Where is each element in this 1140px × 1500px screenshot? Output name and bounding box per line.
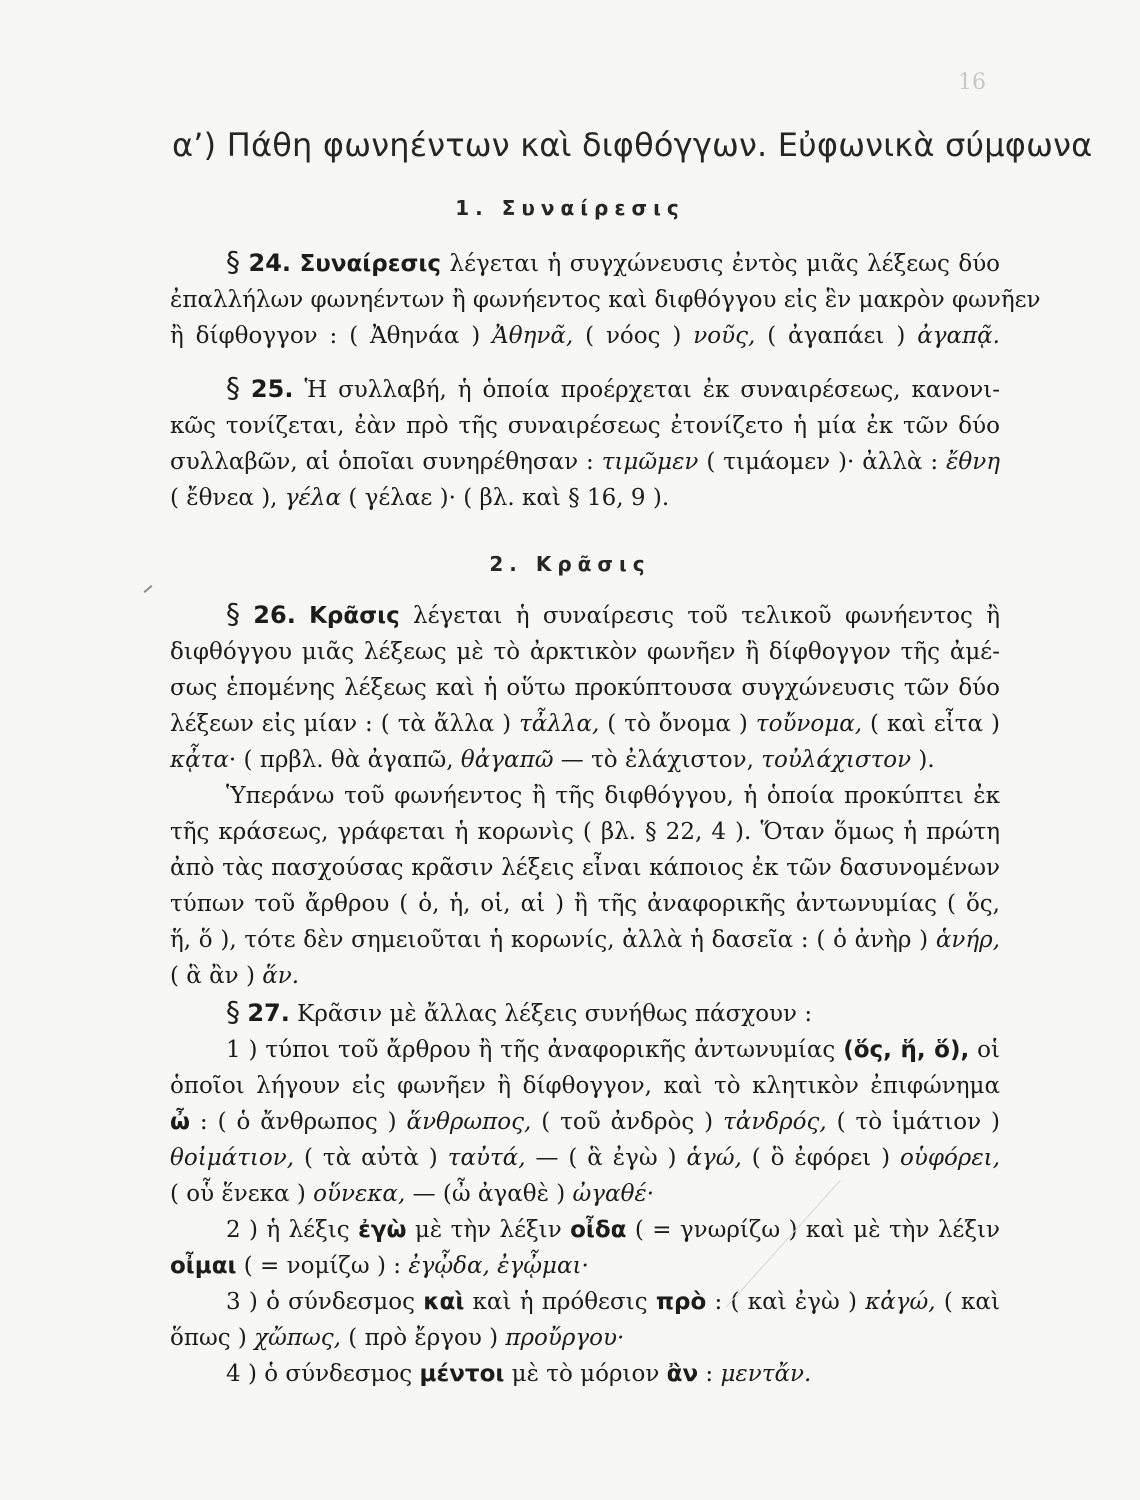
section-sign: § <box>226 371 240 404</box>
text: : ( ὁ ἄνθρωπος ) <box>190 1109 407 1135</box>
section-sign: § <box>226 995 240 1028</box>
text: ). <box>911 747 935 773</box>
text: λέγεται ἡ συναίρεσις τοῦ τελικοῦ φωνήεντος ἢ <box>399 603 1000 629</box>
paragraph-27 <box>170 994 1000 1392</box>
text: 2 ) ἡ λέξις <box>226 1217 359 1243</box>
example: τἆλλα, <box>519 711 600 737</box>
line: ὁποῖοι λήγουν εἰς φωνῆεν ἢ δίφθογγον, καὶ τὸ κλητικὸν ἐπιφώνημα <box>170 1073 1000 1099</box>
example: ὠγαθέ· <box>572 1181 655 1207</box>
line <box>170 1140 1000 1176</box>
line <box>170 244 1000 282</box>
line: ἐπαλλήλων φωνηέντων ἢ φωνήεντος καὶ διφθόγγου εἰς ἓν μακρὸν φωνῆεν <box>170 287 1041 313</box>
text: : ( καὶ ἐγὼ ) <box>706 1289 866 1315</box>
text: ( ἀγαπάει ) <box>755 323 918 349</box>
term: ἂν <box>666 1361 699 1387</box>
line <box>170 1176 1000 1212</box>
example: νοῦς, <box>693 323 756 349</box>
example: οὕνεκα, <box>313 1181 406 1207</box>
text: ἥ, ὅ ), τότε δὲν σημειοῦται ἡ κορωνίς, ἀλλὰ ἡ δασεῖα : ( ὁ ἀνὴρ ) <box>170 927 936 953</box>
example: θἀγαπῶ <box>460 747 554 773</box>
text: ( καὶ εἶτα ) <box>862 711 1001 737</box>
text: ( καὶ <box>935 1289 1000 1315</box>
line <box>170 994 1000 1032</box>
example: οὑφόρει, <box>900 1145 1000 1171</box>
line: σως ἑπομένης λέξεως καὶ ἡ οὕτω προκύπτουσα συγχώνευσις τῶν δύο <box>170 675 1000 701</box>
example: Ἀθηνᾶ, <box>492 323 574 349</box>
line <box>170 1248 1000 1284</box>
example: τιμῶμεν <box>601 449 699 475</box>
text: μὲ τὸ μόριον <box>504 1361 667 1387</box>
example: ἐγᾦδα, ἐγᾦμαι· <box>408 1253 589 1279</box>
text: ( γέλαε )· ( βλ. καὶ § 16, 9 ). <box>341 485 670 511</box>
text: Κρᾶσιν μὲ ἄλλας λέξεις συνήθως πάσχουν : <box>289 1001 813 1027</box>
margin-mark <box>144 585 153 593</box>
list-item <box>170 1356 1000 1392</box>
list-item <box>170 1284 1000 1320</box>
line: Ὑπεράνω τοῦ φωνήεντος ἢ τῆς διφθόγγου, ἡ ὁποία προκύπτει ἐκ <box>226 783 1000 809</box>
text: ( τὸ ὄνομα ) <box>599 711 756 737</box>
paragraph-number: 24. <box>248 249 292 277</box>
text: 3 ) ὁ σύνδεσμος <box>226 1289 424 1315</box>
example: τἀνδρός, <box>723 1109 827 1135</box>
text: μὲ τὴν λέξιν <box>406 1217 571 1243</box>
paragraph-number: 27. <box>247 999 290 1027</box>
section-title-synairesis: 1. Συναίρεσις <box>455 196 685 220</box>
text: λέγεται ἡ συγχώνευσις ἐντὸς μιᾶς λέξεως δύο <box>441 251 1001 277</box>
line: διφθόγγου μιᾶς λέξεως μὲ τὸ ἀρκτικὸν φωνῆεν ἢ δίφθογγον τῆς ἀμέ- <box>170 639 1000 665</box>
line <box>170 480 1000 516</box>
example: κἀγώ, <box>865 1289 936 1315</box>
term: ὦ <box>170 1109 190 1135</box>
line <box>170 958 1000 994</box>
example: ἀγαπᾷ. <box>917 323 1000 349</box>
text: 4 ) ὁ σύνδεσμος <box>226 1361 420 1387</box>
example: ἅνθρωπος, <box>406 1109 532 1135</box>
line: ἀπὸ τὰς πασχούσας κρᾶσιν λέξεις εἶναι κάποιος ἐκ τῶν δασυνομένων <box>170 855 1000 881</box>
text: λέξεων εἰς μίαν : ( τὰ ἄλλα ) <box>170 711 520 737</box>
example: ταὐτά, <box>447 1145 526 1171</box>
list-item <box>170 1212 1000 1248</box>
section-title-krasis: 2. Κρᾶσις <box>489 552 651 576</box>
chapter-title: α’) Πάθη φωνηέντων καὶ διφθόγγων. Εὐφωνικὰ σύμφωνα <box>172 126 1093 164</box>
term: Συναίρεσις <box>299 251 442 277</box>
text: ( τὰ αὐτὰ ) <box>294 1145 448 1171</box>
line <box>170 1320 1000 1356</box>
section-sign: § <box>226 245 240 278</box>
text: ( = νομίζω ) : <box>236 1253 409 1279</box>
example: κᾆτα <box>170 747 229 773</box>
line <box>170 706 1000 742</box>
example: χὤπως, <box>254 1325 341 1351</box>
example: θοἰμάτιον, <box>170 1145 295 1171</box>
line: τύπων τοῦ ἄρθρου ( ὁ, ἡ, οἱ, αἱ ) ἢ τῆς ἀναφορικῆς ἀντωνυμίας ( ὅς, <box>170 891 1000 917</box>
text: · ( πρβλ. θὰ ἀγαπῶ, <box>228 747 461 773</box>
line <box>170 596 1000 634</box>
term: καὶ <box>423 1289 465 1315</box>
term: οἶδα <box>570 1217 627 1243</box>
example: ἁγώ, <box>686 1145 742 1171</box>
section-sign: § <box>226 597 240 630</box>
paragraph-26 <box>170 596 1000 994</box>
text: ( τιμάομεν )· ἀλλὰ : <box>698 449 947 475</box>
line: τῆς κράσεως, γράφεται ἡ κορωνὶς ( βλ. § 22, 4 ). Ὅταν ὅμως ἡ πρώτη <box>170 819 1000 845</box>
term: πρὸ <box>655 1289 707 1315</box>
example: προὔργου· <box>505 1325 625 1351</box>
text: ( οὗ ἕνεκα ) <box>170 1181 314 1207</box>
paragraph-24 <box>170 244 1041 354</box>
example: ἅν. <box>262 963 300 989</box>
paragraph-number: 26. <box>253 601 296 629</box>
text: συλλαβῶν, αἱ ὁποῖαι συνηρέθησαν : <box>170 449 602 475</box>
line <box>170 318 1000 354</box>
text: ( ἃ ἂν ) <box>170 963 263 989</box>
text: — (ὦ ἀγαθὲ ) <box>405 1181 573 1207</box>
text: ὅπως ) <box>170 1325 255 1351</box>
paragraph-number: 25. <box>250 375 294 403</box>
text: Ἡ συλλαβή, ἡ ὁποία προέρχεται ἐκ συναιρέσεως, κανονι- <box>293 377 1000 403</box>
term: Κρᾶσις <box>309 603 400 629</box>
term: ἐγὼ <box>358 1217 407 1243</box>
text: — ( ἃ ἐγὼ ) <box>525 1145 687 1171</box>
line <box>170 1104 1000 1140</box>
example: ἔθνη <box>946 449 1000 475</box>
example: ἁνήρ, <box>935 927 1000 953</box>
term: οἶμαι <box>170 1253 237 1279</box>
text: ( ἔθνεα ), <box>170 485 285 511</box>
text: ( πρὸ ἔργου ) <box>340 1325 506 1351</box>
paragraph-25 <box>170 370 1000 516</box>
line <box>170 742 1000 778</box>
line <box>170 922 1000 958</box>
line <box>170 370 1000 408</box>
text: καὶ ἡ πρόθεσις <box>464 1289 656 1315</box>
text: — τὸ ἐλάχιστον, <box>553 747 762 773</box>
line: κῶς τονίζεται, ἐὰν πρὸ τῆς συναιρέσεως ἐτονίζετο ἡ μία ἐκ τῶν δύο <box>170 413 1000 439</box>
example: τοὐλάχιστον <box>761 747 912 773</box>
term: μέντοι <box>419 1361 505 1387</box>
term: (ὅς, ἥ, ὅ), <box>843 1037 970 1063</box>
text: ( τὸ ἱμάτιον ) <box>826 1109 1000 1135</box>
list-item <box>170 1032 1000 1068</box>
text: ( τοῦ ἀνδρὸς ) <box>531 1109 724 1135</box>
example: γέλα <box>284 485 342 511</box>
example: τοὔνομα, <box>755 711 863 737</box>
text: οἱ <box>969 1037 1000 1063</box>
text: 1 ) τύποι τοῦ ἄρθρου ἢ τῆς ἀναφορικῆς ἀντωνυμίας <box>226 1037 844 1063</box>
line <box>170 444 1000 480</box>
text: ( ὃ ἐφόρει ) <box>741 1145 901 1171</box>
text: ( = γνωρίζω ) καὶ μὲ τὴν λέξιν <box>626 1217 1000 1243</box>
example: μεντἄν. <box>720 1361 812 1387</box>
text: ἢ δίφθογγον : ( Ἀθηνάα ) <box>170 323 493 349</box>
text: ( νόος ) <box>573 323 694 349</box>
page-number: 16 <box>958 70 986 95</box>
text: : <box>698 1361 721 1387</box>
